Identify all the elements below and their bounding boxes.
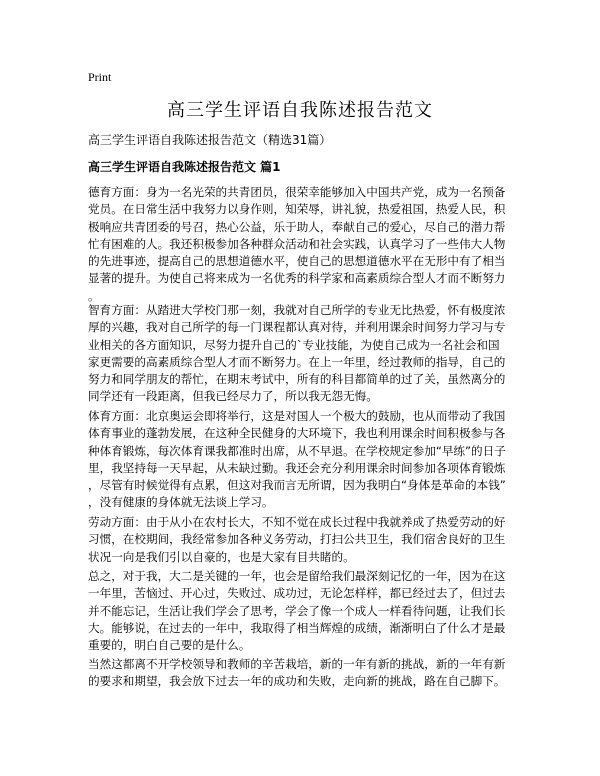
paragraph-line: 习惯，在校期间，我经常参加各种义务劳动，打扫公共卫生，我们宿舍良好的卫生 [88,532,506,547]
paragraph-closing [88,656,516,691]
paragraph-line: 。 [88,288,100,303]
print-label: Print [88,70,112,84]
paragraph-line: 德育方面：身为一名光荣的共青团员，很荣幸能够加入中国共产党，成为一名预备 [88,185,506,199]
paragraph-line: 总之，对于我，大二是关键的一年，也会是留给我们最深刻记忆的一年，因为在这 [88,569,506,583]
paragraph-line: 的要求和期望，我会放下过去一年的成功和失败，走向新的挑战，路在自己脚下。 [88,674,506,689]
paragraph-intellectual [88,302,516,406]
paragraph-line: 忙有困难的人。我还积极参加各种群众活动和社会实践，认真学习了一些伟大人物 [88,236,506,251]
paragraph-line: 智育方面：从踏进大学校门那一刻，我就对自己所学的专业无比热爱，怀有极度浓 [88,303,506,317]
paragraph-line: 劳动方面：由于从小在农村长大，不知不觉在成长过程中我就养成了热爱劳动的好 [88,515,506,529]
paragraph-line: ，尽管有时候觉得有点累，但这对我而言无所谓，因为我明白“身体是革命的本钱” [88,478,506,493]
paragraph-moral [88,184,516,305]
page-title: 高三学生评语自我陈述报告范文 [167,100,433,121]
subtitle: 高三学生评语自我陈述报告范文（精选31篇） [88,133,332,147]
paragraph-line: 并不能忘记，生活让我们学会了思考，学会了像一个成人一样看待问题，让我们长 [88,603,506,618]
paragraph-line: 显著的提升。为使自己将来成为一名优秀的科学家和高素质综合型人才而不断努力 [88,271,506,286]
paragraph-labor [88,514,516,566]
paragraph-line: 体育事业的蓬勃发展，在这种全民健身的大环境下，我也利用课余时间积极参与各 [88,426,506,441]
paragraph-line: 体育方面：北京奥运会即将举行，这是对国人一个极大的鼓励，也从而带动了我国 [88,409,506,423]
paragraph-line: 一年里，苦恼过、开心过，失败过、成功过，无论怎样样，都已经过去了，但过去 [88,586,506,601]
paragraph-sports [88,408,516,512]
paragraph-summary [88,568,516,654]
paragraph-line: 同学还有一段距离，但我已经尽力了，所以我无怨无悔。 [88,389,378,404]
paragraph-line: 党员。在日常生活中我努力以身作则，知荣辱，讲礼貌，热爱祖国，热爱人民，积 [88,202,506,217]
paragraph-line: 业相关的各方面知识，尽努力提升自己的`专业技能，为使自己成为一名社会和国 [88,337,500,352]
paragraph-line: 的先进事迹，提高自己的思想道德水平，使自己的思想道德水平在无形中有了相当 [88,254,506,269]
paragraph-line: 种体育锻炼，每次体育课我都准时出席，从不早退。在学校规定参加“早练”的日子 [88,443,506,458]
paragraph-line: 厚的兴趣，我对自己所学的每一门课程都认真对待，并利用课余时间努力学习与专 [88,320,506,335]
section-title: 高三学生评语自我陈述报告范文 篇1 [88,160,281,174]
paragraph-line: 努力和同学朋友的帮忙，在期末考试中，所有的科目都简单的过了关，虽然离分的 [88,372,506,387]
paragraph-line: 重要的，明白自己要的是什么。 [88,638,251,653]
paragraph-line: 当然这都离不开学校领导和教师的辛苦栽培，新的一年有新的挑战，新的一年有新 [88,657,506,671]
paragraph-line: ，没有健康的身体就无法谈上学习。 [88,495,274,510]
paragraph-line: 大。能够说，在过去的一年中，我取得了相当辉煌的成绩，渐渐明白了什么才是最 [88,620,506,635]
paragraph-line: 家更需要的高素质综合型人才而不断努力。在上一年里，经过教师的指导，自己的 [88,354,506,369]
paragraph-line: 极响应共青团委的号召，热心公益，乐于助人，奉献自己的爱心，尽自己的潜力帮 [88,219,506,234]
paragraph-line: 状况一向是我们引以自豪的，也是大家有目共睹的。 [88,549,355,564]
paragraph-line: 里，我坚持每一天早起，从未缺过勤。我还会充分利用课余时间参加各项体育锻炼 [88,460,506,475]
